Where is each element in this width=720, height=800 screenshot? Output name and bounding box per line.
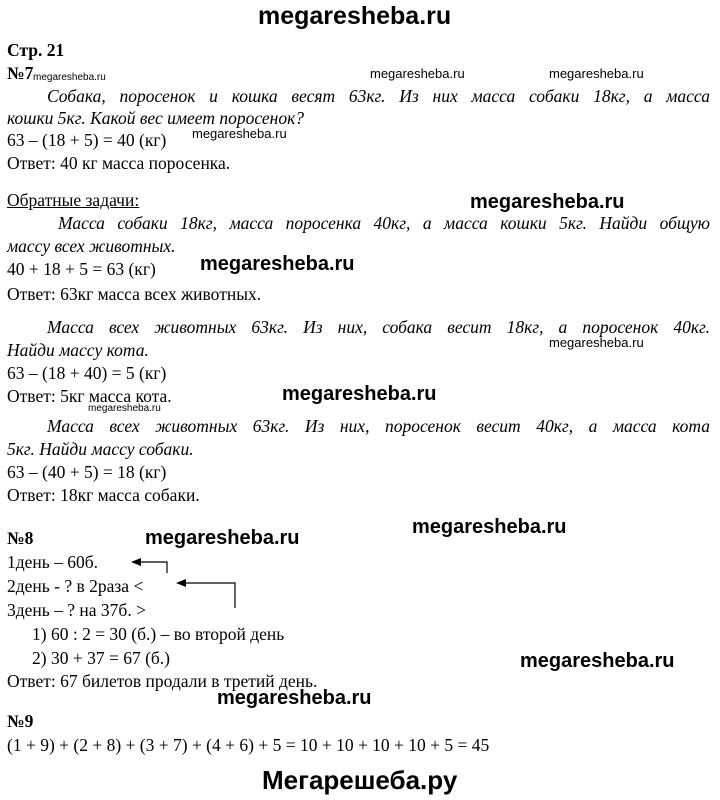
inverse-2-line2: Найди массу кота. [7,340,149,360]
site-header: megaresheba.ru [258,2,452,30]
task-8-answer: Ответ: 67 билетов продали в третий день. [7,671,318,691]
inverse-2-solution: 63 – (18 + 40) = 5 (кг) [7,363,167,383]
task-7-solution: 63 – (18 + 5) = 40 (кг) [7,130,167,150]
watermark: megaresheba.ru [200,253,355,275]
inverse-1-line2: массу всех животных. [7,236,176,256]
task-8-number: №8 [7,528,34,548]
watermark: megaresheba.ru [217,687,372,709]
inverse-tasks-title: Обратные задачи: [7,190,140,210]
task-8-step1: 1) 60 : 2 = 30 (б.) – во второй день [32,624,285,644]
inverse-1-solution: 40 + 18 + 5 = 63 (кг) [7,259,156,279]
arrow-head-day1 [131,558,141,566]
watermark: megaresheba.ru [549,335,644,350]
task-9-number: №9 [7,711,34,731]
watermark: megaresheba.ru [282,383,437,405]
inverse-3-solution: 63 – (40 + 5) = 18 (кг) [7,462,167,482]
inverse-3-line2: 5кг. Найди массу собаки. [7,439,194,459]
task-7-text-line2: кошки 5кг. Какой вес имеет поросенок? [7,108,305,128]
page-label: Стр. 21 [7,40,65,60]
inverse-3-line1: Масса всех животных 63кг. Из них, поросенок весит 40кг, а масса кота [47,416,710,436]
inverse-2-line1: Масса всех животных 63кг. Из них, собака весит 18кг, а поросенок 40кг. [47,317,710,337]
task-8-day1: 1день – 60б. [7,552,99,572]
watermark: megaresheba.ru [412,516,567,538]
watermark: megaresheba.ru [88,403,161,414]
task-7-number: №7 [7,63,34,83]
task-7-text-line1: Собака, поросенок и кошка весят 63кг. Из них масса собаки 18кг, а масса [47,86,710,106]
arrow-day2-to-day1 [140,562,167,573]
task-8-step2: 2) 30 + 37 = 67 (б.) [32,648,171,668]
site-footer: Мегарешеба.ру [262,765,458,795]
task-9-expression: (1 + 9) + (2 + 8) + (3 + 7) + (4 + 6) + 5 = 10 + 10 + 10 + 10 + 5 = 45 [7,735,490,755]
inverse-1-answer: Ответ: 63кг масса всех животных. [7,284,262,304]
arrow-head-day2 [176,579,186,587]
task-7-answer: Ответ: 40 кг масса поросенка. [7,153,231,173]
task-8-day2: 2день - ? в 2раза < [7,576,144,596]
watermark: megaresheba.ru [520,650,675,672]
watermark: megaresheba.ru [370,66,465,81]
task-8-day3: 3день – ? на 37б. > [7,600,146,620]
inverse-2-answer: Ответ: 5кг масса кота. [7,386,172,406]
arrow-day3-to-day2 [185,583,235,608]
watermark: megaresheba.ru [33,72,106,83]
watermark: megaresheba.ru [470,191,625,213]
inverse-1-line1: Масса собаки 18кг, масса поросенка 40кг, а масса кошки 5кг. Найди общую [58,213,710,233]
inverse-3-answer: Ответ: 18кг масса собаки. [7,485,200,505]
watermark: megaresheba.ru [549,66,644,81]
watermark: megaresheba.ru [192,126,287,141]
watermark: megaresheba.ru [145,527,300,549]
